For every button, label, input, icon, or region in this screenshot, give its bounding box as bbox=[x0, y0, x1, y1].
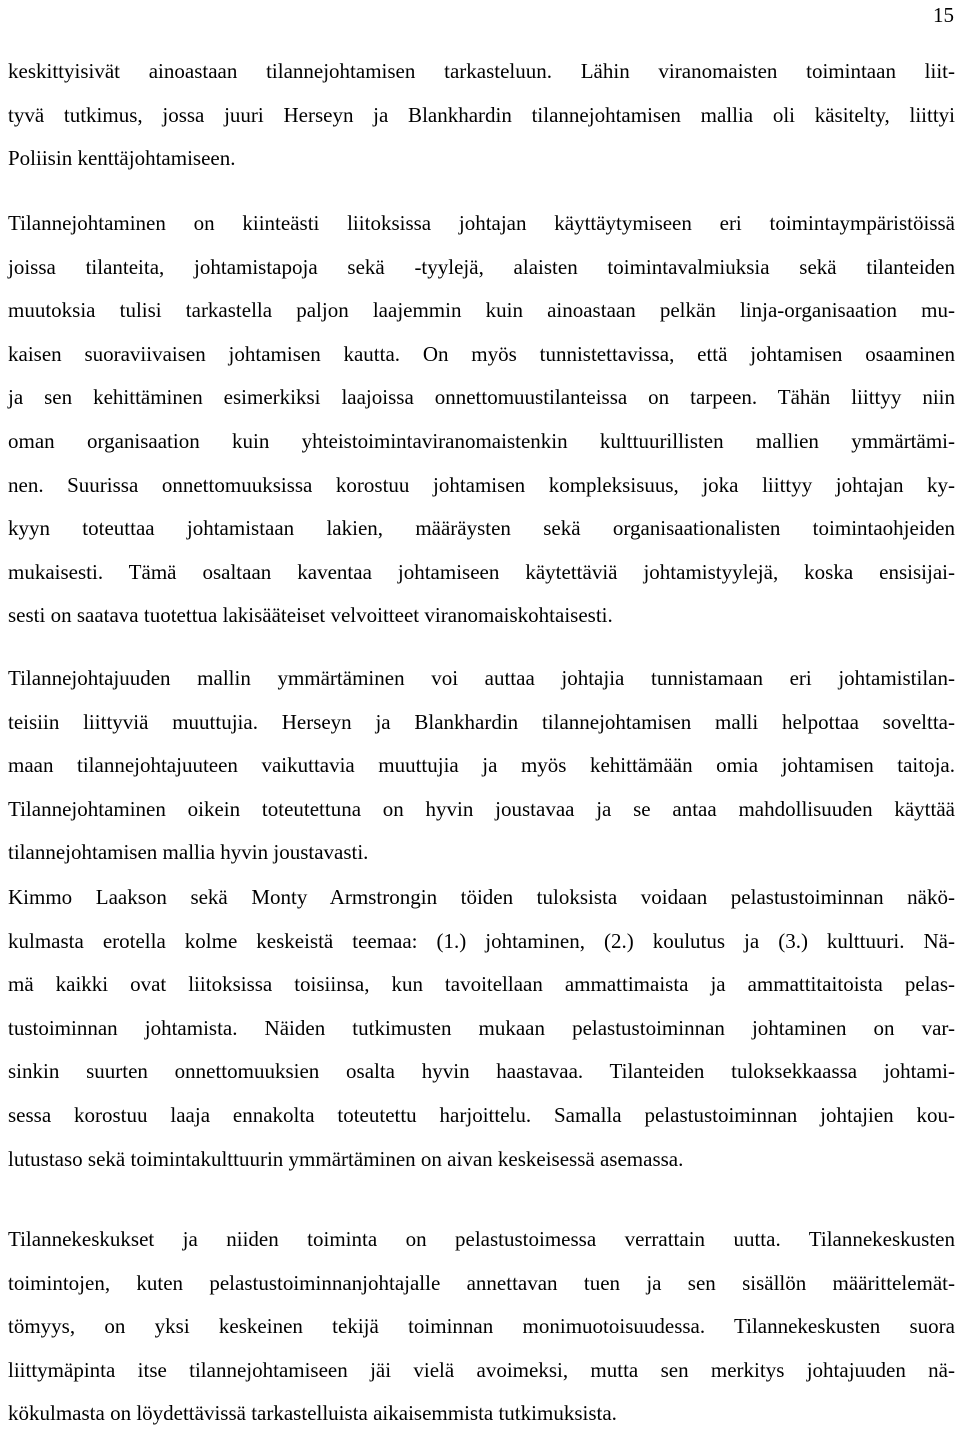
text-line: sesti on saatava tuotettua lakisääteiset velvoitteet viranomaiskohtaisesti. bbox=[8, 603, 613, 628]
paragraph-4 bbox=[8, 876, 955, 1181]
text-line: keskittyisivät ainoastaan tilannejohtamisen tarkasteluun. Lähin viranomaisten toimintaan liit- bbox=[8, 59, 955, 83]
text-line: maan tilannejohtajuuteen vaikuttavia muuttujia ja myös kehittämään omia johtamisen taitoja. bbox=[8, 753, 955, 778]
paragraph-1 bbox=[8, 50, 955, 181]
text-line: kyyn toteuttaa johtamistaan lakien, määräysten sekä organisaationalisten toimintaohjeiden bbox=[8, 516, 955, 541]
text-line: kaisen suoraviivaisen johtamisen kautta. On myös tunnistettavissa, että johtamisen osaaminen bbox=[8, 341, 955, 366]
page-number: 15 bbox=[933, 3, 954, 27]
text-line: kulmasta erotella kolme keskeistä teemaa: (1.) johtaminen, (2.) koulutus ja (3.) kulttuuri. Nä- bbox=[8, 928, 955, 953]
text-line: lutustaso sekä toimintakulttuurin ymmärtäminen on aivan keskeisessä asemassa. bbox=[8, 1146, 684, 1171]
text-line: teisiin liittyviä muuttujia. Herseyn ja Blankhardin tilannejohtamisen malli helpottaa soveltta- bbox=[8, 709, 955, 734]
paragraph-3 bbox=[8, 657, 955, 875]
text-line: tyvä tutkimus, jossa juuri Herseyn ja Blankhardin tilannejohtamisen mallia oli käsitelty, liittyi bbox=[8, 102, 955, 127]
paragraph-2 bbox=[8, 202, 955, 638]
text-line: tömyys, on yksi keskeinen tekijä toiminnan monimuotoisuudessa. Tilannekeskusten suora bbox=[8, 1314, 955, 1339]
text-line: Poliisin kenttäjohtamiseen. bbox=[8, 146, 236, 171]
text-line: mä kaikki ovat liitoksissa toisiinsa, kun tavoitellaan ammattimaista ja ammattitaitoista pelas- bbox=[8, 972, 955, 997]
text-line: Kimmo Laakson sekä Monty Armstrongin töiden tuloksista voidaan pelastustoiminnan näkö- bbox=[8, 885, 955, 909]
text-line: Tilannejohtaminen on kiinteästi liitoksissa johtajan käyttäytymiseen eri toimintaympäristöissä bbox=[8, 211, 955, 235]
paragraph-5 bbox=[8, 1218, 955, 1436]
text-line: kökulmasta on löydettävissä tarkastelluista aikaisemmista tutkimuksista. bbox=[8, 1401, 617, 1426]
text-line: oman organisaation kuin yhteistoimintaviranomaistenkin kulttuurillisten mallien ymmärtämi- bbox=[8, 428, 955, 453]
text-line: ja sen kehittäminen esimerkiksi laajoissa onnettomuustilanteissa on tarpeen. Tähän liittyy niin bbox=[8, 385, 955, 410]
text-line: mukaisesti. Tämä osaltaan kaventaa johtamiseen käytettäviä johtamistyylejä, koska ensisijai- bbox=[8, 559, 955, 584]
text-line: Tilannekeskukset ja niiden toiminta on pelastustoimessa verrattain uutta. Tilannekeskusten bbox=[8, 1227, 955, 1251]
text-line: toimintojen, kuten pelastustoiminnanjohtajalle annettavan tuen ja sen sisällön määrittelemät- bbox=[8, 1270, 955, 1295]
text-line: tilannejohtamisen mallia hyvin joustavasti. bbox=[8, 840, 369, 865]
text-line: muutoksia tulisi tarkastella paljon laajemmin kuin ainoastaan pelkän linja-organisaation mu- bbox=[8, 298, 955, 323]
text-line: sessa korostuu laaja ennakolta toteutettu harjoittelu. Samalla pelastustoiminnan johtajien kou- bbox=[8, 1102, 955, 1127]
text-line: tustoiminnan johtamista. Näiden tutkimusten mukaan pelastustoiminnan johtaminen on var- bbox=[8, 1015, 955, 1040]
text-line: nen. Suurissa onnettomuuksissa korostuu johtamisen kompleksisuus, joka liittyy johtajan ky- bbox=[8, 472, 955, 497]
text-line: Tilannejohtajuuden mallin ymmärtäminen voi auttaa johtajia tunnistamaan eri johtamistilan- bbox=[8, 666, 955, 690]
text-line: liittymäpinta itse tilannejohtamiseen jäi vielä avoimeksi, mutta sen merkitys johtajuuden nä- bbox=[8, 1357, 955, 1382]
text-line: joissa tilanteita, johtamistapoja sekä -tyylejä, alaisten toimintavalmiuksia sekä tilanteiden bbox=[8, 254, 955, 279]
text-line: sinkin suurten onnettomuuksien osalta hyvin haastavaa. Tilanteiden tuloksekkaassa johtami- bbox=[8, 1059, 955, 1084]
text-line: Tilannejohtaminen oikein toteutettuna on hyvin joustavaa ja se antaa mahdollisuuden käyttää bbox=[8, 796, 955, 821]
